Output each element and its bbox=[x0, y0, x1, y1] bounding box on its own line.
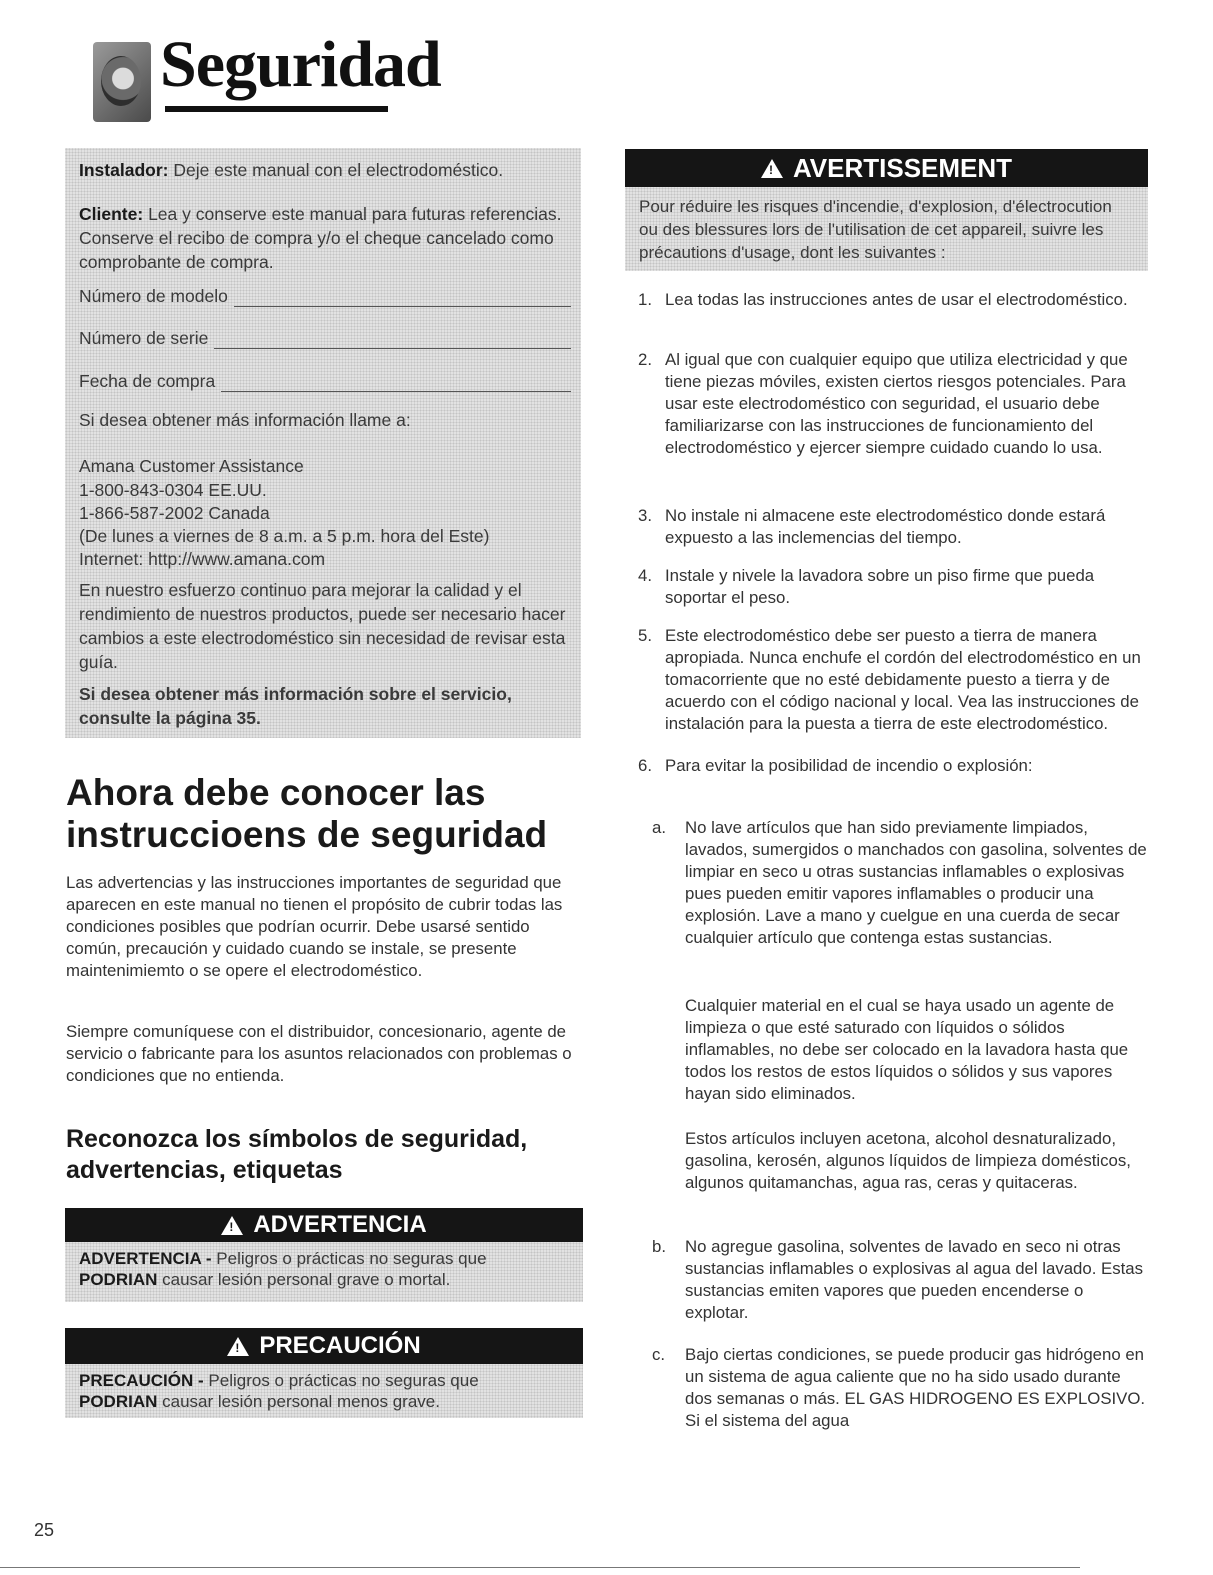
footer-rule bbox=[0, 1567, 1080, 1568]
title-underline bbox=[165, 106, 388, 112]
company-name: Amana Customer Assistance bbox=[79, 456, 304, 476]
page-number: 25 bbox=[34, 1520, 55, 1540]
precaucion-banner: ! PRECAUCIÓN bbox=[65, 1328, 583, 1364]
more-info-text: Si desea obtener más información llame a: bbox=[79, 410, 411, 430]
phone-us: 1-800-843-0304 EE.UU. bbox=[79, 480, 267, 500]
warning-triangle-icon bbox=[221, 1216, 243, 1235]
hours-text: (De lunes a viernes de 8 a.m. a 5 p.m. hora del Este) bbox=[79, 526, 490, 546]
intro-paragraph: Las advertencias y las instrucciones importantes de seguridad que aparecen en este manual no tienen el propósito de cubrir todas las condiciones posibles que podrían ocurrir. Debe usarsé sentido común, precaución y cuidado cuando se instale, se presente maintenimiemto o se opere el electrodoméstico. bbox=[66, 873, 563, 980]
washer-icon bbox=[93, 42, 151, 122]
model-number-field[interactable]: Número de modelo bbox=[79, 286, 571, 307]
internet-link[interactable]: Internet: http://www.amana.com bbox=[79, 549, 326, 569]
warning-triangle-icon bbox=[227, 1337, 249, 1356]
avertissement-text: Pour réduire les risques d'incendie, d'explosion, d'électrocution ou des blessures lors de l'utilisation de cet appareil, suivre les précautions d'usage, dont les suivantes : bbox=[625, 187, 1148, 271]
symbols-heading: Reconozca los símbolos de seguridad, advertencias, etiquetas bbox=[66, 1125, 528, 1184]
safety-heading: Ahora debe conocer las instruccioens de seguridad bbox=[66, 772, 548, 855]
installer-note: Instalador: Deje este manual con el electrodoméstico. bbox=[79, 160, 504, 180]
client-note: Cliente: Lea y conserve este manual para futuras referencias. Conserve el recibo de compra y/o el cheque cancelado como comprobante de compra. bbox=[79, 204, 562, 272]
service-note: Si desea obtener más información sobre el servicio, consulte la página 35. bbox=[79, 684, 512, 728]
owner-info-box bbox=[65, 148, 581, 738]
warning-triangle-icon bbox=[761, 159, 783, 178]
advertencia-text: ADVERTENCIA - Peligros o prácticas no seguras que PODRIAN causar lesión personal grave o mortal. bbox=[65, 1242, 583, 1302]
serial-number-field[interactable]: Número de serie bbox=[79, 328, 571, 349]
precaucion-text: PRECAUCIÓN - Peligros o prácticas no seguras que PODRIAN causar lesión personal menos grave. bbox=[65, 1364, 583, 1418]
page-title: Seguridad bbox=[160, 28, 441, 101]
purchase-date-field[interactable]: Fecha de compra bbox=[79, 371, 571, 392]
improvement-note: En nuestro esfuerzo continuo para mejorar la calidad y el rendimiento de nuestros productos, puede ser necesario hacer cambios a este electrodoméstico sin necesidad de revisar esta guía. bbox=[79, 580, 566, 672]
avertissement-banner: ! AVERTISSEMENT bbox=[625, 149, 1148, 187]
contact-paragraph: Siempre comuníquese con el distribuidor, concesionario, agente de servicio o fabricante para los asuntos relacionados con problemas o condiciones que no entienda. bbox=[66, 1022, 572, 1085]
advertencia-banner: ! ADVERTENCIA bbox=[65, 1208, 583, 1242]
phone-canada: 1-866-587-2002 Canada bbox=[79, 503, 270, 523]
